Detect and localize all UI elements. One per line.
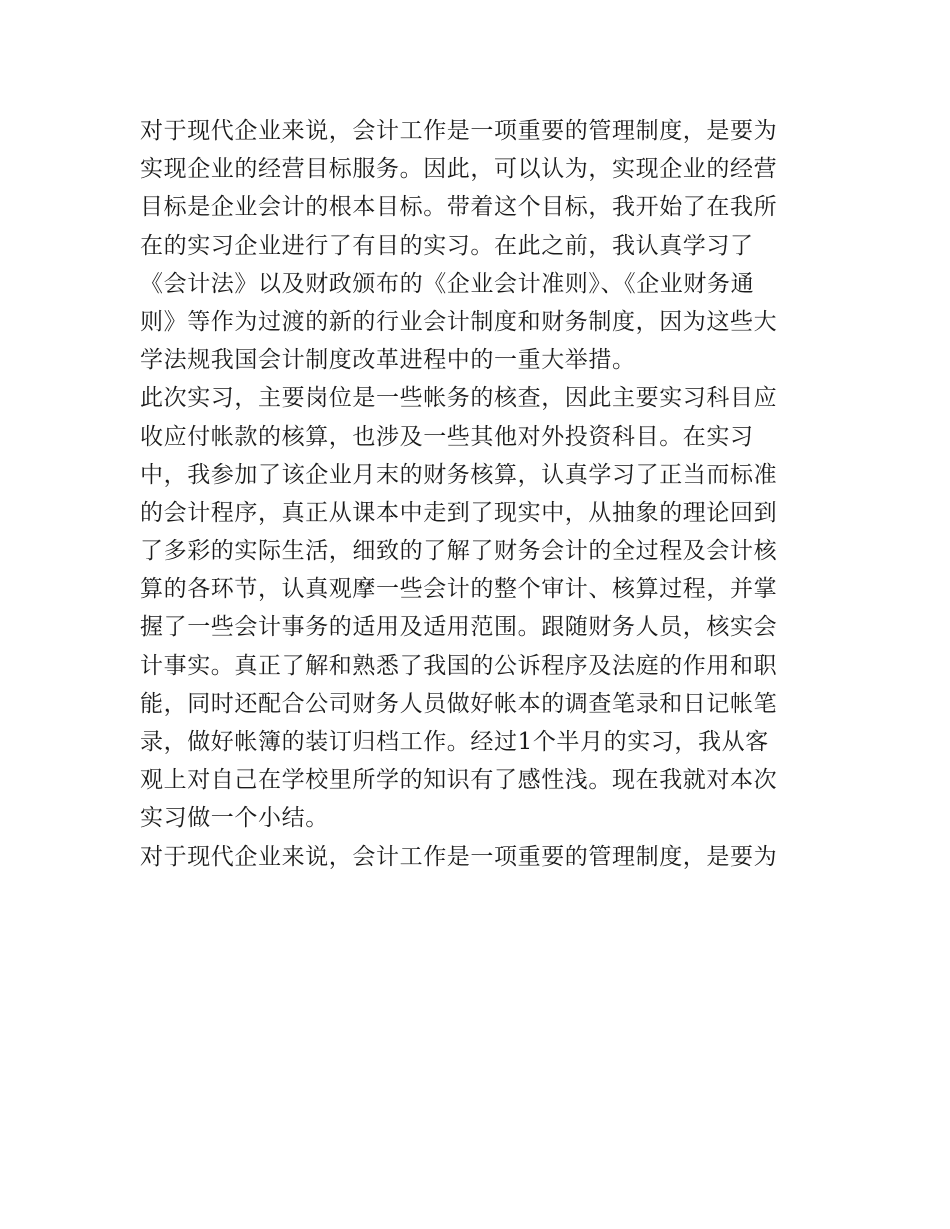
paragraph-2-line-6: 算的各环节，认真观摩一些会计的整个审计、核算过程，并掌 xyxy=(140,576,778,603)
paragraph-2-line-5: 了多彩的实际生活，细致的了解了财务会计的全过程及会计核 xyxy=(140,538,778,565)
paragraph-2-line-3: 中，我参加了该企业月末的财务核算，认真学习了正当而标准 xyxy=(140,461,778,488)
paragraph-1-line-5: 《会计法》以及财政颁布的《企业会计准则》、《企业财务通 xyxy=(140,270,755,297)
paragraph-3-line-1: 对于现代企业来说，会计工作是一项重要的管理制度，是要为 xyxy=(140,843,778,870)
paragraph-1-line-6: 则》等作为过渡的新的行业会计制度和财务制度，因为这些大 xyxy=(140,308,778,335)
paragraph-2-line-2: 收应付帐款的核算，也涉及一些其他对外投资科目。在实习 xyxy=(140,423,754,450)
paragraph-2-line-8: 计事实。真正了解和熟悉了我国的公诉程序及法庭的作用和职 xyxy=(140,652,778,679)
paragraph-1-line-2: 实现企业的经营目标服务。因此，可以认为，实现企业的经营 xyxy=(140,156,778,183)
paragraph-1-line-7: 学法规我国会计制度改革进程中的一重大举措。 xyxy=(140,347,636,374)
paragraph-2-line-7: 握了一些会计事务的适用及适用范围。跟随财务人员，核实会 xyxy=(140,614,778,641)
paragraph-2-line-11: 观上对自己在学校里所学的知识有了感性浅。现在我就对本次 xyxy=(140,767,778,794)
paragraph-2-line-10: 录，做好帐簿的装订归档工作。经过1个半月的实习，我从客 xyxy=(140,729,769,755)
paragraph-2-line-1: 此次实习，主要岗位是一些帐务的核查，因此主要实习科目应 xyxy=(140,385,778,412)
paragraph-1-line-1: 对于现代企业来说，会计工作是一项重要的管理制度，是要为 xyxy=(140,118,778,144)
paragraph-1-line-4: 在的实习企业进行了有目的实习。在此之前，我认真学习了 xyxy=(140,232,754,259)
document-body xyxy=(140,112,820,876)
paragraph-2-line-9: 能，同时还配合公司财务人员做好帐本的调查笔录和日记帐笔 xyxy=(140,690,778,717)
paragraph-1-line-3: 目标是企业会计的根本目标。带着这个目标，我开始了在我所 xyxy=(140,194,778,221)
paragraph-2-line-12: 实习做一个小结。 xyxy=(140,805,329,832)
paragraph-2-line-4: 的会计程序，真正从课本中走到了现实中，从抽象的理论回到 xyxy=(140,499,778,526)
